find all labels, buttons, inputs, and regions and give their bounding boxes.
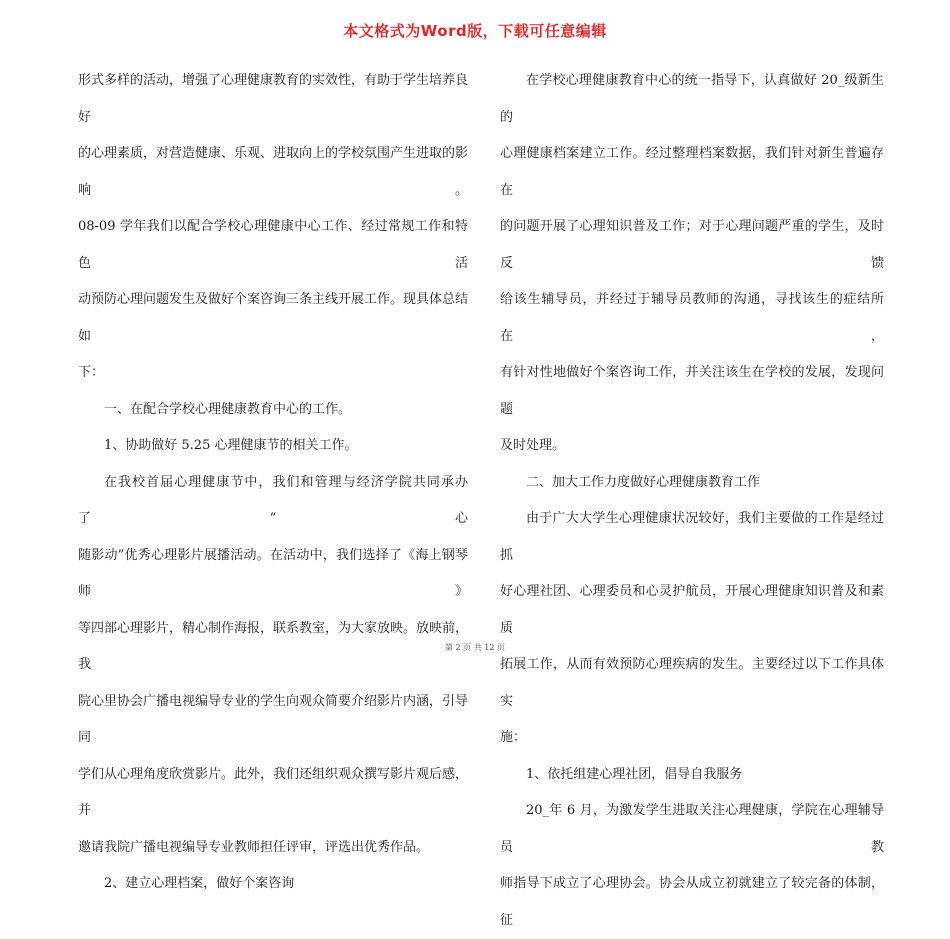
left-column xyxy=(78,63,468,903)
right-column xyxy=(500,63,884,939)
text-line: 师指导下成立了心理协会。协会从成立初就建立了较完备的体制，征 xyxy=(500,876,884,928)
word-format-banner: 本文格式为Word版，下载可任意编辑 xyxy=(343,22,607,40)
text-line: 施： xyxy=(500,730,527,745)
text-line: 邀请我院广播电视编导专业教师担任评审，评选出优秀作品。 xyxy=(78,839,430,855)
subsection-heading: 1、依托组建心理社团，倡导自我服务 xyxy=(526,766,743,782)
text-line: 的心理素质，对营造健康、乐观、进取向上的学校氛围产生进取的影响。 xyxy=(78,146,469,198)
text-line: 在我校首届心理健康节中，我们和管理与经济学院共同承办了“心 xyxy=(78,474,468,526)
text-line: 有针对性地做好个案咨询工作，并关注该生在学校的发展，发现问题 xyxy=(500,365,884,417)
text-line: 由于广大大学生心理健康状况较好，我们主要做的工作是经过抓 xyxy=(500,511,884,563)
text-line: 20_年 6 月，为激发学生进取关注心理健康，学院在心理辅导员教 xyxy=(500,803,884,855)
text-line: 随影动”优秀心理影片展播活动。在活动中，我们选择了《海上钢琴师》 xyxy=(78,547,468,599)
text-line: 08-09 学年我们以配合学校心理健康中心工作、经过常规工作和特色活 xyxy=(78,219,468,271)
text-line: 院心里协会广播电视编导专业的学生向观众简要介绍影片内涵，引导同 xyxy=(78,693,469,745)
subsection-heading: 2、建立心理档案，做好个案咨询 xyxy=(104,876,295,891)
section-heading: 二、加大工作力度做好心理健康教育工作 xyxy=(526,474,761,490)
text-line: 在学校心理健康教育中心的统一指导下，认真做好 20_级新生的 xyxy=(500,73,884,125)
text-line: 及时处理。 xyxy=(500,438,566,453)
text-line: 给该生辅导员，并经过于辅导员教师的沟通，寻找该生的症结所在， xyxy=(500,292,884,344)
text-line: 心理健康档案建立工作。经过整理档案数据，我们针对新生普遍存在 xyxy=(500,146,884,198)
text-line: 好心理社团、心理委员和心灵护航员，开展心理健康知识普及和素质 xyxy=(500,584,884,636)
text-line: 下： xyxy=(78,365,105,380)
text-line: 学们从心理角度欣赏影片。此外，我们还组织观众撰写影片观后感，并 xyxy=(78,766,469,818)
text-line: 的问题开展了心理知识普及工作；对于心理问题严重的学生，及时反馈 xyxy=(500,219,884,271)
subsection-heading: 1、协助做好 5.25 心理健康节的相关工作。 xyxy=(104,438,358,453)
text-line: 等四部心理影片，精心制作海报，联系教室，为大家放映。放映前，我 xyxy=(78,620,469,672)
page-number: 第 2 页 共 12 页 xyxy=(445,643,505,652)
text-line: 动预防心理问题发生及做好个案咨询三条主线开展工作。现具体总结如 xyxy=(78,292,469,344)
text-line: 拓展工作，从而有效预防心理疾病的发生。主要经过以下工作具体实 xyxy=(500,657,884,709)
text-line: 形式多样的活动，增强了心理健康教育的实效性，有助于学生培养良好 xyxy=(78,73,469,125)
section-heading: 一、在配合学校心理健康教育中心的工作。 xyxy=(104,401,352,417)
